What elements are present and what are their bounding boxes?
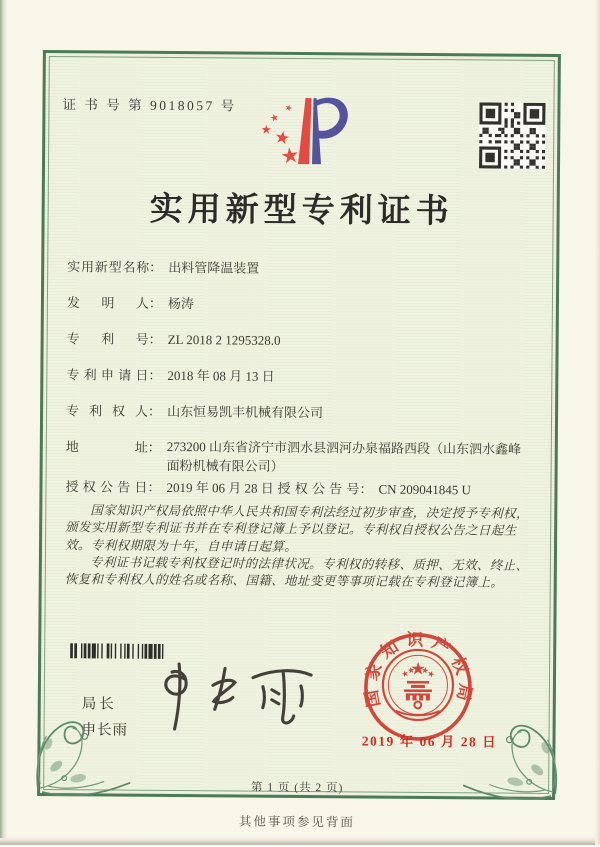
legal-text (65, 502, 536, 592)
field-value: ZL 2018 2 1295328.0 (167, 331, 281, 348)
field-value: 2019 年 06 月 28 日 (166, 479, 274, 496)
field-value: 2018 年 08 月 13 日 (167, 367, 275, 384)
field-value: 273200 山东省济宁市泗水县泗河办泉福路西段（山东泗水鑫峰面粉机械有限公司） (166, 438, 522, 474)
colon: ： (148, 331, 162, 347)
field-patent-number (67, 328, 281, 349)
legal-paragraph-2: 专利证书记载专利权登记时的法律状况。专利权的转移、质押、无效、终止、恢复和专利权人的姓名或名称、国籍、地址变更等事项记载在专利登记簿上。 (64, 555, 529, 590)
field-grant-date (65, 476, 472, 498)
director-title: 局长 (81, 696, 117, 713)
field-label: 授权公告号 (277, 480, 360, 497)
director-name: 申长雨 (81, 722, 129, 739)
colon: ： (359, 481, 373, 497)
field-address (66, 436, 533, 478)
field-value: CN 209041845 U (378, 481, 472, 498)
legal-paragraph-1: 国家知识产权局依照中华人民共和国专利法经过初步审查，决定授予专利权，颁发实用新型专利证书并在专利登记簿上予以登记。专利权自授权公告之日起生效。专利权期限为十年，自申请日起算。 (64, 503, 529, 554)
field-filing-date (66, 364, 274, 385)
field-grant-number (277, 478, 471, 499)
colon: ： (149, 259, 163, 275)
seal-date: 2019 年 06 月 28 日 (361, 733, 498, 750)
colon: ： (148, 367, 162, 383)
certificate-number: 证 书 号 第 9018057 号 (62, 97, 237, 114)
colon: ： (147, 479, 161, 495)
field-label: 专利申请日 (66, 367, 149, 383)
field-value: 出料管降温装置 (168, 259, 260, 276)
field-label: 实用新型名称 (67, 259, 150, 275)
reverse-side-note: 其他事项参见背面 (238, 814, 355, 830)
page-number: 第 1 页 (共 2 页) (250, 781, 344, 795)
colon: ： (147, 439, 161, 455)
field-label: 专 利 权 人 (66, 403, 149, 419)
scan-edge-right (595, 0, 600, 845)
cnipa-logo-icon (252, 86, 353, 173)
colon: ： (148, 295, 163, 311)
corner-flourish-bottom-left (34, 666, 135, 797)
field-value: 杨涛 (167, 295, 195, 312)
field-label: 发 明 人 (66, 295, 149, 311)
qr-code-icon (479, 102, 546, 169)
field-label: 授权公告日 (65, 479, 148, 495)
field-inventor (67, 292, 194, 312)
scan-edge-bottom (0, 838, 600, 845)
colon: ： (148, 403, 162, 419)
certificate-title: 实用新型专利证书 (149, 191, 454, 231)
seal-org-text: 国家知识产权局 (360, 630, 476, 710)
field-label: 地 址 (65, 439, 148, 455)
field-patentee (66, 400, 323, 421)
field-label: 专 利 号 (66, 331, 149, 347)
corner-flourish-bottom-right (459, 669, 560, 800)
handwritten-signature (153, 659, 329, 740)
scan-edge-left (0, 0, 7, 845)
national-emblem-icon (383, 650, 454, 721)
field-value: 山东恒易凯丰机械有限公司 (167, 403, 324, 421)
field-utility-model-name (67, 256, 259, 277)
